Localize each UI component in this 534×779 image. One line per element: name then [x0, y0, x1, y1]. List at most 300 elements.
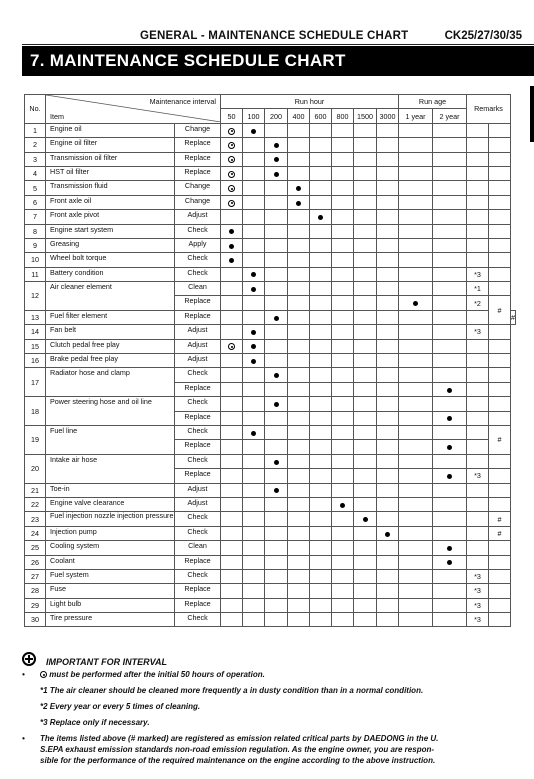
interval-cell — [265, 282, 288, 296]
interval-cell — [265, 469, 288, 483]
interval-cell — [221, 497, 243, 511]
interval-cell — [399, 224, 433, 238]
interval-cell — [310, 368, 332, 382]
interval-cell — [332, 425, 354, 439]
interval-cell — [243, 483, 265, 497]
row-remark — [467, 483, 489, 497]
interval-cell — [433, 210, 467, 224]
row-action: Check — [175, 253, 221, 267]
col-header-hour-800: 800 — [332, 109, 354, 123]
row-action: Check — [175, 512, 221, 526]
interval-cell — [288, 138, 310, 152]
table-row — [25, 123, 516, 137]
row-number: 13 — [25, 310, 46, 324]
row-action: Replace — [175, 296, 221, 310]
interval-cell — [221, 425, 243, 439]
interval-cell — [399, 181, 433, 195]
interval-cell — [243, 325, 265, 339]
row-number: 3 — [25, 152, 46, 166]
row-action: Replace — [175, 411, 221, 425]
interval-cell — [433, 339, 467, 353]
interval-cell — [265, 440, 288, 454]
interval-cell — [433, 440, 467, 454]
interval-cell — [288, 152, 310, 166]
interval-cell — [310, 497, 332, 511]
row-action: Replace — [175, 166, 221, 180]
interval-cell — [221, 282, 243, 296]
interval-cell — [288, 497, 310, 511]
interval-cell — [243, 210, 265, 224]
interval-cell — [399, 354, 433, 368]
remark-extra-cell — [489, 354, 511, 368]
remark-extra-cell — [489, 152, 511, 166]
interval-cell — [265, 397, 288, 411]
service-dot-icon — [251, 344, 256, 349]
interval-cell — [433, 483, 467, 497]
interval-cell — [310, 411, 332, 425]
interval-cell — [221, 512, 243, 526]
row-action: Change — [175, 181, 221, 195]
interval-cell — [377, 166, 399, 180]
interval-cell — [288, 296, 310, 310]
interval-cell — [310, 526, 332, 540]
interval-cell — [310, 598, 332, 612]
interval-cell — [221, 138, 243, 152]
row-number: 10 — [25, 253, 46, 267]
interval-cell — [243, 584, 265, 598]
interval-cell — [377, 339, 399, 353]
row-action: Adjust — [175, 497, 221, 511]
row-item: Transmission fluid — [46, 181, 175, 195]
row-number: 29 — [25, 598, 46, 612]
note-emission-1: The items listed above (# marked) are registered as emission related critical parts by DAEDONG in the U. — [40, 734, 439, 743]
interval-cell — [332, 238, 354, 252]
interval-cell — [354, 541, 377, 555]
interval-cell — [332, 497, 354, 511]
interval-cell — [433, 425, 467, 439]
interval-cell — [399, 411, 433, 425]
table-row — [25, 310, 516, 324]
row-remark — [467, 152, 489, 166]
service-dot-icon — [274, 460, 279, 465]
important-plus-icon — [22, 652, 36, 666]
interval-cell — [399, 598, 433, 612]
interval-cell — [332, 325, 354, 339]
interval-cell — [221, 555, 243, 569]
interval-cell — [221, 368, 243, 382]
interval-cell — [377, 541, 399, 555]
interval-cell — [265, 483, 288, 497]
interval-cell — [332, 195, 354, 209]
table-row — [25, 152, 516, 166]
table-row — [25, 526, 516, 540]
interval-cell — [433, 526, 467, 540]
row-remark: *2 — [467, 296, 489, 310]
interval-cell — [433, 238, 467, 252]
interval-cell — [221, 267, 243, 281]
remark-extra-cell — [489, 339, 511, 353]
interval-cell — [399, 210, 433, 224]
row-number: 27 — [25, 569, 46, 583]
interval-cell — [354, 397, 377, 411]
row-action: Change — [175, 123, 221, 137]
interval-cell — [243, 555, 265, 569]
interval-cell — [221, 469, 243, 483]
row-action: Replace — [175, 555, 221, 569]
service-dot-icon — [340, 503, 345, 508]
interval-cell — [288, 440, 310, 454]
interval-cell — [243, 512, 265, 526]
interval-cell — [332, 296, 354, 310]
interval-cell — [354, 382, 377, 396]
service-dot-icon — [274, 402, 279, 407]
service-dot-icon — [447, 416, 452, 421]
row-item: Front axle oil — [46, 195, 175, 209]
interval-cell — [265, 152, 288, 166]
remark-extra-cell — [489, 253, 511, 267]
table-row — [25, 541, 516, 555]
interval-cell — [377, 397, 399, 411]
row-action: Apply — [175, 238, 221, 252]
interval-cell — [354, 181, 377, 195]
interval-cell — [288, 310, 310, 324]
interval-cell — [332, 253, 354, 267]
row-remark — [467, 526, 489, 540]
interval-cell — [221, 382, 243, 396]
interval-cell — [243, 440, 265, 454]
remark-extra-cell — [489, 483, 511, 497]
interval-cell — [399, 267, 433, 281]
table-row — [25, 138, 516, 152]
interval-cell — [354, 497, 377, 511]
interval-cell — [288, 454, 310, 468]
interval-cell — [354, 296, 377, 310]
row-item: Power steering hose and oil line — [46, 397, 175, 426]
interval-cell — [399, 440, 433, 454]
service-dot-icon — [274, 373, 279, 378]
interval-cell — [377, 440, 399, 454]
interval-cell — [288, 195, 310, 209]
interval-cell — [310, 569, 332, 583]
interval-cell — [377, 325, 399, 339]
table-row — [25, 397, 516, 411]
row-action: Check — [175, 224, 221, 238]
interval-cell — [221, 253, 243, 267]
interval-cell — [377, 138, 399, 152]
interval-cell — [221, 440, 243, 454]
row-number: 28 — [25, 584, 46, 598]
interval-cell — [243, 526, 265, 540]
interval-cell — [354, 483, 377, 497]
interval-cell — [221, 152, 243, 166]
interval-cell — [310, 224, 332, 238]
row-item: Brake pedal free play — [46, 354, 175, 368]
interval-cell — [433, 569, 467, 583]
interval-cell — [243, 397, 265, 411]
interval-cell — [399, 238, 433, 252]
interval-cell — [265, 339, 288, 353]
interval-cell — [221, 613, 243, 627]
col-header-hour-100: 100 — [243, 109, 265, 123]
row-number: 16 — [25, 354, 46, 368]
interval-cell — [399, 454, 433, 468]
col-header-item-interval — [46, 95, 221, 124]
interval-cell — [288, 598, 310, 612]
interval-cell — [288, 569, 310, 583]
maintenance-schedule-table — [24, 94, 516, 627]
row-action: Check — [175, 613, 221, 627]
row-remark — [467, 512, 489, 526]
row-remark — [467, 497, 489, 511]
interval-cell — [433, 469, 467, 483]
interval-cell — [243, 195, 265, 209]
emission-hash-mark: # — [489, 512, 511, 526]
interval-cell — [332, 224, 354, 238]
row-remark — [467, 224, 489, 238]
interval-cell — [265, 267, 288, 281]
interval-cell — [288, 368, 310, 382]
service-dot-icon — [251, 431, 256, 436]
emission-hash-mark: # — [489, 526, 511, 540]
interval-cell — [377, 152, 399, 166]
remark-extra-cell — [489, 497, 511, 511]
interval-cell — [354, 354, 377, 368]
interval-cell — [354, 325, 377, 339]
row-number: 11 — [25, 267, 46, 281]
note-2: *2 Every year or every 5 times of cleaning. — [40, 702, 201, 711]
interval-cell — [332, 411, 354, 425]
row-action: Check — [175, 526, 221, 540]
interval-cell — [433, 382, 467, 396]
interval-cell — [243, 497, 265, 511]
interval-cell — [243, 541, 265, 555]
interval-cell — [221, 181, 243, 195]
header-rule — [22, 44, 534, 45]
table-row — [25, 425, 516, 439]
interval-cell — [377, 526, 399, 540]
row-item: Cooling system — [46, 541, 175, 555]
col-header-run-age: Run age — [399, 95, 467, 109]
interval-cell — [221, 339, 243, 353]
initial-service-ring-icon — [228, 142, 235, 149]
interval-cell — [221, 224, 243, 238]
service-dot-icon — [447, 445, 452, 450]
table-row — [25, 555, 516, 569]
interval-cell — [288, 483, 310, 497]
row-action: Check — [175, 397, 221, 411]
interval-cell — [265, 310, 288, 324]
row-item: Toe-in — [46, 483, 175, 497]
interval-cell — [399, 310, 433, 324]
page-title: 7. MAINTENANCE SCHEDULE CHART — [22, 46, 534, 76]
interval-cell — [221, 210, 243, 224]
interval-cell — [332, 152, 354, 166]
interval-cell — [399, 368, 433, 382]
remark-extra-cell — [489, 224, 511, 238]
row-item: Engine oil filter — [46, 138, 175, 152]
col-header-hour-1500: 1500 — [354, 109, 377, 123]
ring-dot-icon — [40, 671, 47, 678]
interval-cell — [310, 483, 332, 497]
initial-service-ring-icon — [228, 200, 235, 207]
interval-cell — [288, 224, 310, 238]
row-action: Clean — [175, 282, 221, 296]
interval-cell — [288, 339, 310, 353]
interval-cell — [243, 296, 265, 310]
remark-extra-cell — [489, 325, 511, 339]
interval-cell — [332, 454, 354, 468]
interval-cell — [243, 569, 265, 583]
interval-cell — [265, 512, 288, 526]
interval-cell — [399, 123, 433, 137]
interval-cell — [399, 195, 433, 209]
initial-service-ring-icon — [228, 343, 235, 350]
interval-cell — [377, 584, 399, 598]
row-number: 1 — [25, 123, 46, 137]
row-remark — [467, 555, 489, 569]
interval-cell — [354, 238, 377, 252]
service-dot-icon — [251, 287, 256, 292]
interval-cell — [354, 253, 377, 267]
interval-cell — [399, 483, 433, 497]
interval-cell — [243, 613, 265, 627]
interval-cell — [354, 224, 377, 238]
interval-cell — [265, 210, 288, 224]
col-header-no: No. — [25, 95, 46, 124]
interval-cell — [243, 181, 265, 195]
interval-cell — [377, 282, 399, 296]
service-dot-icon — [251, 129, 256, 134]
remark-extra-cell — [489, 210, 511, 224]
row-remark — [467, 166, 489, 180]
row-remark — [467, 339, 489, 353]
service-dot-icon — [447, 560, 452, 565]
interval-cell — [332, 354, 354, 368]
note-3: *3 Replace only if necessary. — [40, 718, 150, 727]
interval-cell — [354, 339, 377, 353]
table-row — [25, 325, 516, 339]
interval-cell — [265, 123, 288, 137]
interval-cell — [265, 382, 288, 396]
row-action: Check — [175, 569, 221, 583]
interval-cell — [399, 613, 433, 627]
interval-cell — [433, 354, 467, 368]
row-remark — [467, 454, 489, 468]
remark-extra-cell — [489, 469, 511, 483]
row-remark — [467, 195, 489, 209]
interval-cell — [399, 325, 433, 339]
interval-cell — [377, 354, 399, 368]
interval-cell — [332, 483, 354, 497]
row-number: 25 — [25, 541, 46, 555]
interval-cell — [399, 512, 433, 526]
interval-cell — [354, 469, 377, 483]
interval-cell — [377, 224, 399, 238]
service-dot-icon — [251, 272, 256, 277]
interval-cell — [332, 469, 354, 483]
remark-extra-cell — [489, 238, 511, 252]
interval-cell — [332, 339, 354, 353]
row-remark: *3 — [467, 613, 489, 627]
interval-cell — [221, 354, 243, 368]
service-dot-icon — [296, 201, 301, 206]
row-item: Fuel line — [46, 425, 175, 454]
interval-cell — [399, 296, 433, 310]
interval-cell — [377, 598, 399, 612]
interval-cell — [377, 555, 399, 569]
interval-cell — [332, 598, 354, 612]
row-number: 30 — [25, 613, 46, 627]
interval-cell — [310, 210, 332, 224]
row-remark — [467, 123, 489, 137]
row-remark: *3 — [467, 598, 489, 612]
interval-cell — [433, 613, 467, 627]
interval-cell — [288, 166, 310, 180]
interval-cell — [265, 454, 288, 468]
interval-cell — [310, 425, 332, 439]
row-action: Check — [175, 267, 221, 281]
interval-cell — [354, 555, 377, 569]
interval-cell — [433, 368, 467, 382]
interval-cell — [265, 526, 288, 540]
remark-extra-cell — [489, 166, 511, 180]
interval-cell — [310, 469, 332, 483]
interval-cell — [354, 195, 377, 209]
interval-cell — [288, 325, 310, 339]
table-row — [25, 454, 516, 468]
interval-cell — [377, 310, 399, 324]
interval-cell — [221, 325, 243, 339]
interval-cell — [433, 310, 467, 324]
service-dot-icon — [296, 186, 301, 191]
interval-cell — [332, 512, 354, 526]
service-dot-icon — [413, 301, 418, 306]
interval-cell — [433, 253, 467, 267]
row-item: Front axle pivot — [46, 210, 175, 224]
remark-extra-cell — [489, 541, 511, 555]
col-header-hour-3000: 3000 — [377, 109, 399, 123]
interval-cell — [399, 339, 433, 353]
interval-cell — [354, 454, 377, 468]
row-action: Change — [175, 195, 221, 209]
remark-extra-cell — [489, 598, 511, 612]
interval-cell — [288, 267, 310, 281]
row-item: Fan belt — [46, 325, 175, 339]
row-item: Light bulb — [46, 598, 175, 612]
item-label: Item — [50, 111, 64, 121]
interval-cell — [377, 195, 399, 209]
interval-cell — [332, 569, 354, 583]
interval-cell — [332, 138, 354, 152]
interval-cell — [354, 440, 377, 454]
table-row — [25, 224, 516, 238]
interval-cell — [377, 613, 399, 627]
interval-cell — [243, 282, 265, 296]
service-dot-icon — [229, 258, 234, 263]
interval-cell — [377, 483, 399, 497]
interval-cell — [377, 238, 399, 252]
row-action: Replace — [175, 152, 221, 166]
row-remark — [467, 181, 489, 195]
interval-cell — [377, 569, 399, 583]
interval-cell — [243, 267, 265, 281]
interval-cell — [399, 152, 433, 166]
interval-cell — [433, 224, 467, 238]
interval-cell — [354, 138, 377, 152]
table-row — [25, 210, 516, 224]
interval-cell — [265, 584, 288, 598]
row-remark: *3 — [467, 569, 489, 583]
